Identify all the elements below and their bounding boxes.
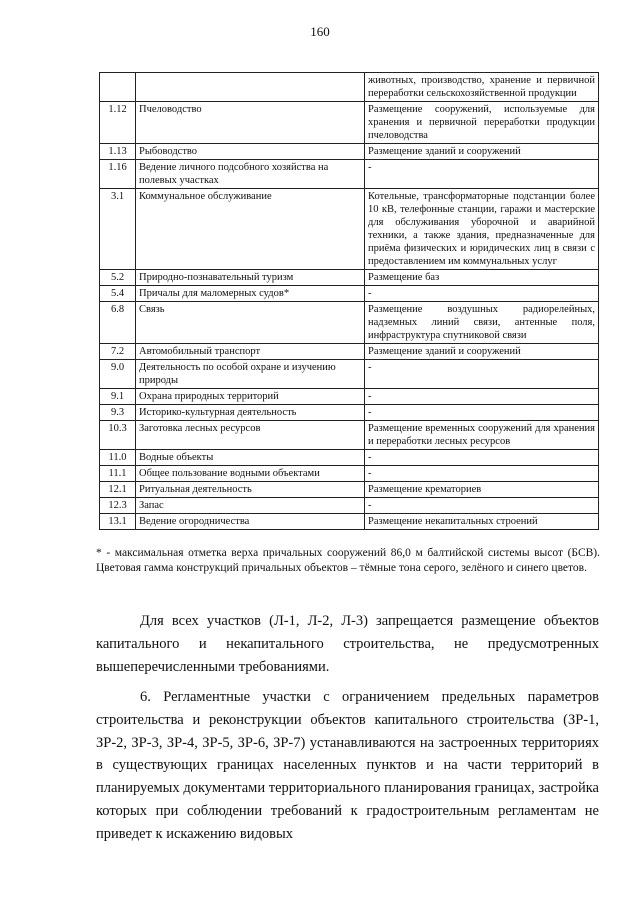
code-cell: 11.1 [100, 466, 136, 482]
name-cell: Общее пользование водными объектами [136, 466, 365, 482]
description-cell: животных, производство, хранение и первичной переработки сельскохозяйственной продукции [365, 73, 599, 102]
description-cell: - [365, 160, 599, 189]
code-cell: 1.12 [100, 102, 136, 144]
name-cell: Историко-культурная деятельность [136, 405, 365, 421]
code-cell: 3.1 [100, 189, 136, 270]
table-row [100, 389, 599, 405]
table-row [100, 344, 599, 360]
paragraph-regulated-areas [96, 686, 599, 846]
description-cell: Размещение зданий и сооружений [365, 144, 599, 160]
code-cell: 9.3 [100, 405, 136, 421]
code-cell: 1.16 [100, 160, 136, 189]
name-cell [136, 73, 365, 102]
permitted-use-table [99, 72, 599, 530]
table-row [100, 302, 599, 344]
paragraph-prohibition [96, 610, 599, 678]
description-cell: Котельные, трансформаторные подстанции более 10 кВ, телефонные станции, гаражи и мастерские для обслуживания уборочной и аварийной техники, а также здания, предназначенные для приёма физических и юридических лиц в связи с предоставлением им коммунальных услуг [365, 189, 599, 270]
code-cell: 11.0 [100, 450, 136, 466]
name-cell: Автомобильный транспорт [136, 344, 365, 360]
description-cell: Размещение воздушных радиорелейных, надземных линий связи, антенные поля, инфраструктура спутниковой связи [365, 302, 599, 344]
table-row [100, 514, 599, 530]
table-row [100, 405, 599, 421]
description-cell: Размещение сооружений, используемые для хранения и первичной переработки продукции пчеловодства [365, 102, 599, 144]
code-cell: 10.3 [100, 421, 136, 450]
description-cell: - [365, 286, 599, 302]
paragraph-regulated-areas-text: 6. Регламентные участки с ограничением предельных параметров строительства и реконструкции объектов капитального строительства (ЗР-1, ЗР-2, ЗР-3, ЗР-4, ЗР-5, ЗР-6, ЗР-7) устанавливаются на застроенных территориях в существующих границах населенных пунктов и на части территорий в планируемых документами территориального планирования границах, застройка которых при соблюдении требований к градостроительным регламентам не приведет к искажению видовых [96, 689, 599, 842]
description-cell: Размещение некапитальных строений [365, 514, 599, 530]
description-cell: Размещение временных сооружений для хранения и переработки лесных ресурсов [365, 421, 599, 450]
name-cell: Заготовка лесных ресурсов [136, 421, 365, 450]
table-row [100, 450, 599, 466]
description-cell: - [365, 450, 599, 466]
name-cell: Ритуальная деятельность [136, 482, 365, 498]
code-cell: 12.3 [100, 498, 136, 514]
name-cell: Ведение огородничества [136, 514, 365, 530]
code-cell: 7.2 [100, 344, 136, 360]
table-row [100, 466, 599, 482]
name-cell: Ведение личного подсобного хозяйства на полевых участках [136, 160, 365, 189]
paragraph-prohibition-text: Для всех участков (Л-1, Л-2, Л-3) запрещается размещение объектов капитального и некапитального строительства, не предусмотренных вышеперечисленными требованиями. [96, 613, 599, 675]
table-row [100, 102, 599, 144]
description-cell: - [365, 360, 599, 389]
description-cell: Размещение баз [365, 270, 599, 286]
name-cell: Запас [136, 498, 365, 514]
code-cell [100, 73, 136, 102]
code-cell: 6.8 [100, 302, 136, 344]
code-cell: 9.0 [100, 360, 136, 389]
code-cell: 1.13 [100, 144, 136, 160]
table-row [100, 286, 599, 302]
description-cell: - [365, 498, 599, 514]
table-row [100, 498, 599, 514]
name-cell: Рыбоводство [136, 144, 365, 160]
table-row [100, 73, 599, 102]
name-cell: Охрана природных территорий [136, 389, 365, 405]
description-cell: - [365, 466, 599, 482]
code-cell: 13.1 [100, 514, 136, 530]
table-row [100, 421, 599, 450]
name-cell: Связь [136, 302, 365, 344]
name-cell: Природно-познавательный туризм [136, 270, 365, 286]
name-cell: Деятельность по особой охране и изучению природы [136, 360, 365, 389]
page-number: 160 [310, 24, 330, 39]
code-cell: 12.1 [100, 482, 136, 498]
description-cell: - [365, 389, 599, 405]
table-row [100, 189, 599, 270]
footnote: * - максимальная отметка верха причальных сооружений 86,0 м балтийской системы высот (БСВ). Цветовая гамма конструкций причальных объектов – тёмные тона серого, зелёного и синего цветов. [96, 547, 600, 574]
code-cell: 9.1 [100, 389, 136, 405]
description-cell: - [365, 405, 599, 421]
table-body [100, 73, 599, 530]
table-row [100, 160, 599, 189]
code-cell: 5.2 [100, 270, 136, 286]
table-row [100, 144, 599, 160]
name-cell: Коммунальное обслуживание [136, 189, 365, 270]
name-cell: Причалы для маломерных судов* [136, 286, 365, 302]
table-row [100, 360, 599, 389]
description-cell: Размещение зданий и сооружений [365, 344, 599, 360]
table-row [100, 482, 599, 498]
name-cell: Пчеловодство [136, 102, 365, 144]
table-row [100, 270, 599, 286]
code-cell: 5.4 [100, 286, 136, 302]
name-cell: Водные объекты [136, 450, 365, 466]
description-cell: Размещение крематориев [365, 482, 599, 498]
